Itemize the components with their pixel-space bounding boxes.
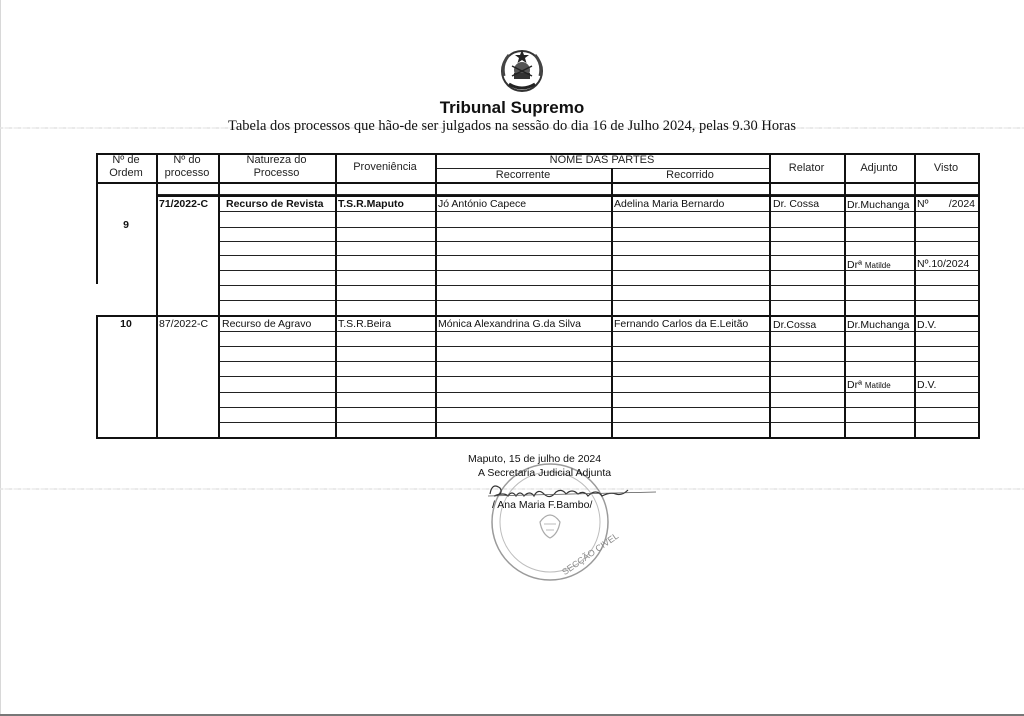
court-name: Tribunal Supremo — [439, 98, 585, 117]
row-line — [218, 300, 980, 301]
case-10-recorrido: Fernando Carlos da E.Leitão — [614, 318, 749, 330]
svg-text:SECÇÃO CIVEL: SECÇÃO CIVEL — [560, 530, 620, 578]
col-header-natureza: Natureza do Processo — [246, 154, 307, 179]
case-9-ordem: 9 — [123, 219, 129, 231]
col-header-visto: Visto — [933, 162, 959, 174]
case-9-recorrido: Adelina Maria Bernardo — [614, 198, 725, 210]
case-9-visto-1: Nº /2024 — [917, 198, 975, 210]
case-10-adjunto-1: Dr.Muchanga — [847, 319, 910, 331]
row-line — [218, 285, 980, 286]
row-line — [218, 227, 980, 228]
col-header-recorrente: Recorrente — [495, 169, 551, 181]
row-line — [218, 407, 980, 408]
case-10-natureza: Recurso de Agravo — [222, 318, 312, 330]
table-border-right — [978, 153, 980, 439]
col-divider — [844, 153, 846, 439]
row-line — [218, 241, 980, 242]
case-9-recorrente: Jó António Capece — [438, 198, 527, 210]
col-header-adjunto: Adjunto — [860, 162, 898, 174]
col-divider — [218, 153, 220, 439]
case-9-adjunto-2: Drª Matilde — [847, 259, 891, 271]
col-divider — [914, 153, 916, 439]
signatory-role: A Secretaria Judicial Adjunta — [478, 467, 612, 479]
row-line — [218, 255, 980, 256]
case-9-adjunto-1: Dr.Muchanga — [847, 199, 910, 211]
col-divider — [435, 153, 437, 439]
case-10-adjunto-2: Drª Matilde — [847, 379, 891, 391]
case-9-visto-2: Nº.10/2024 — [917, 258, 970, 270]
case-9-top — [156, 195, 980, 197]
col-header-partes: NOME DAS PARTES — [549, 154, 655, 166]
case-10-proveniencia: T.S.R.Beira — [338, 318, 392, 330]
col-header-ordem: Nº de Ordem — [109, 154, 143, 179]
table-border-bottom — [96, 437, 980, 439]
header-bottom — [96, 182, 980, 184]
col-header-proveniencia: Proveniência — [353, 161, 417, 173]
case-10-relator: Dr.Cossa — [773, 319, 817, 331]
row-line — [218, 392, 980, 393]
signatory-name: / Ana Maria F.Bambo/ — [492, 499, 593, 511]
row-line — [218, 361, 980, 362]
col-divider — [335, 153, 337, 439]
col-header-recorrido: Recorrido — [666, 169, 714, 181]
col-header-relator: Relator — [788, 162, 825, 174]
case-9-relator: Dr. Cossa — [773, 198, 820, 210]
place-date: Maputo, 15 de julho de 2024 — [468, 453, 602, 465]
case-10-visto-1: D.V. — [917, 319, 937, 331]
col-divider — [611, 168, 613, 439]
handwritten-signature-icon — [486, 480, 662, 500]
col-divider — [156, 153, 158, 439]
case-9-processo: 71/2022-C — [159, 198, 209, 210]
table-border-left — [96, 315, 98, 439]
coat-of-arms-icon — [497, 46, 547, 94]
case-9-natureza: Recurso de Revista — [226, 198, 324, 210]
row-line — [218, 376, 980, 377]
row-line — [218, 346, 980, 347]
case-9-proveniencia: T.S.R.Maputo — [338, 198, 404, 210]
col-header-processo: Nº do processo — [164, 154, 210, 179]
document-subtitle: Tabela dos processos que hão-de ser julgados na sessão do dia 16 de Julho 2024, pelas 9.30 Horas — [228, 118, 796, 134]
row-line — [218, 331, 980, 332]
row-line — [218, 422, 980, 423]
case-10-top — [96, 315, 980, 317]
case-10-ordem: 10 — [120, 318, 132, 330]
case-10-recorrente: Mónica Alexandrina G.da Silva — [438, 318, 581, 330]
row-line — [218, 211, 980, 212]
col-divider — [769, 153, 771, 439]
case-10-processo: 87/2022-C — [159, 318, 209, 330]
case-10-visto-2: D.V. — [917, 379, 937, 391]
